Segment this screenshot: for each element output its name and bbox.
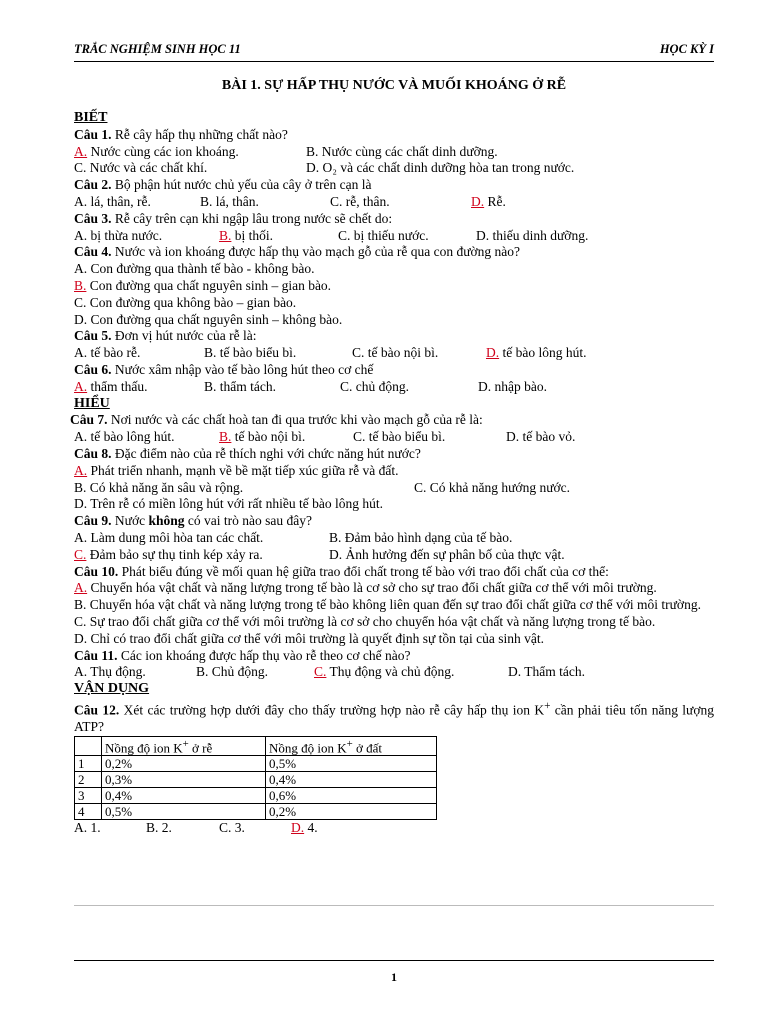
q12-option-c: C. 3.: [219, 820, 245, 836]
q10-text: Phát biểu đúng về mối quan hệ giữa trao đổi chất trong tế bào với trao đổi chất của cơ thể:: [118, 563, 609, 579]
q9-option-a: A. Làm dung môi hòa tan các chất.: [74, 529, 264, 545]
q10-option-d: D. Chỉ có trao đổi chất giữa cơ thể với môi trường là quyết định sự tồn tại của sinh vật.: [74, 630, 545, 646]
q7-label: Câu 7.: [70, 412, 108, 428]
table-row: 4 0,5% 0,2%: [75, 804, 437, 820]
question-10: [74, 564, 714, 581]
q10-option-b: B. Chuyển hóa vật chất và năng lượng trong tế bào không liên quan đến sự trao đổi chất giữa cơ thể với môi trường.: [74, 597, 701, 613]
q12-answer-key: D.: [291, 820, 305, 836]
q1-label: Câu 1.: [74, 126, 112, 142]
q11-option-a: A. Thụ động.: [74, 664, 146, 680]
q5-option-c: C. tế bào nội bì.: [352, 345, 439, 361]
question-1: [74, 127, 714, 144]
table-header-blank: [75, 736, 102, 755]
q8-option-b: B. Có khả năng ăn sâu và rộng.: [74, 479, 244, 495]
q9-text-bold: không: [148, 513, 185, 529]
q3-text: Rễ cây trên cạn khi ngập lâu trong nước sẽ chết do:: [111, 210, 393, 226]
q4-option-d: D. Con đường qua chất nguyên sinh – không bào.: [74, 311, 343, 327]
header-left: TRẮC NGHIỆM SINH HỌC 11: [74, 42, 241, 56]
question-5: [74, 328, 714, 345]
q2-option-c: C. rễ, thân.: [330, 193, 390, 209]
q7-option-d: D. tế bào vỏ.: [506, 429, 576, 445]
question-4: [74, 244, 714, 261]
q11-option-c: Thụ động và chủ động.: [326, 664, 455, 680]
q9-option-c: Đảm bảo sự thụ tinh kép xảy ra.: [86, 546, 263, 562]
q2-options: [74, 194, 714, 211]
q4-label: Câu 4.: [74, 244, 112, 260]
footer-rule: [74, 960, 714, 961]
q2-text: Bộ phận hút nước chủ yếu của cây ở trên cạn là: [111, 177, 372, 193]
q12-option-d: 4.: [304, 820, 318, 836]
q12-label: Câu 12.: [74, 702, 120, 718]
question-8: [74, 446, 714, 463]
question-12: [74, 698, 714, 736]
q7-answer-key: B.: [219, 429, 232, 445]
question-body: [70, 110, 715, 837]
q6-option-c: C. chủ động.: [340, 378, 409, 394]
page-header: [74, 42, 714, 60]
table-row: 3 0,4% 0,6%: [75, 788, 437, 804]
q6-options: [74, 379, 714, 396]
q11-option-b: B. Chủ động.: [196, 664, 269, 680]
q1-options-cd: [74, 160, 714, 177]
content-end-rule: [74, 905, 714, 906]
q4-text: Nước và ion khoáng được hấp thụ vào mạch gỗ của rễ qua con đường nào?: [111, 244, 521, 260]
q10-option-c: C. Sự trao đổi chất giữa cơ thể với môi trường là cơ sở cho chuyển hóa vật chất và năng lượng trong tế bào.: [74, 613, 656, 629]
q1-text: Rễ cây hấp thụ những chất nào?: [111, 126, 288, 142]
q9-text-post: có vai trò nào sau đây?: [184, 513, 312, 529]
q2-option-a: A. lá, thân, rễ.: [74, 193, 151, 209]
section-biet: BIẾT: [74, 110, 108, 125]
q10-answer-key: A.: [74, 580, 88, 596]
q9-text-pre: Nước: [111, 513, 149, 529]
q1-options-ab: [74, 144, 714, 161]
question-7: [70, 412, 714, 429]
q3-answer-key: B.: [219, 227, 232, 243]
table-header-soil: Nồng độ ion K+ ở đất: [266, 736, 437, 755]
q5-label: Câu 5.: [74, 328, 112, 344]
q7-option-a: A. tế bào lông hút.: [74, 429, 175, 445]
q11-options: [74, 664, 714, 681]
q3-label: Câu 3.: [74, 210, 112, 226]
q12-option-a: A. 1.: [74, 820, 101, 836]
q8-option-c: C. Có khả năng hướng nước.: [414, 479, 571, 495]
q1-answer-key: A.: [74, 143, 88, 159]
q6-option-a: thẩm thấu.: [87, 378, 148, 394]
q9-label: Câu 9.: [74, 513, 112, 529]
q4-option-b: Con đường qua chất nguyên sinh – gian bào.: [86, 277, 332, 293]
q7-option-c: C. tế bào biểu bì.: [353, 429, 446, 445]
q7-option-b: tế bào nội bì.: [231, 429, 306, 445]
q12-options: [74, 820, 714, 837]
q6-text: Nước xâm nhập vào tế bào lông hút theo cơ chế: [111, 361, 374, 377]
q9-option-d: D. Ảnh hưởng đến sự phân bố của thực vật.: [329, 546, 565, 562]
q3-option-b: bị thối.: [231, 227, 274, 243]
q9-option-b: B. Đảm bảo hình dạng của tế bào.: [329, 529, 513, 545]
q2-option-d: Rễ.: [484, 193, 506, 209]
table-row: 1 0,2% 0,5%: [75, 756, 437, 772]
q11-label: Câu 11.: [74, 647, 118, 663]
q8-option-d: D. Trên rễ có miền lông hút với rất nhiều tế bào lông hút.: [74, 496, 383, 512]
q4-answer-key: B.: [74, 277, 87, 293]
q11-answer-key: C.: [314, 664, 327, 680]
q12-sup: +: [544, 699, 551, 712]
q4-option-c: C. Con đường qua không bào – gian bào.: [74, 294, 297, 310]
q1-option-b: B. Nước cùng các chất dinh dưỡng.: [306, 143, 498, 159]
q10-option-a: Chuyển hóa vật chất và năng lượng trong tế bào là cơ sở cho sự trao đổi chất giữa cơ thể với môi trường.: [87, 580, 657, 596]
section-van-dung: VẬN DỤNG: [74, 681, 150, 697]
q5-option-a: A. tế bào rễ.: [74, 345, 141, 361]
q8-answer-key: A.: [74, 462, 88, 478]
q6-label: Câu 6.: [74, 361, 112, 377]
page-number: 1: [391, 970, 397, 984]
concentration-table: [74, 736, 437, 820]
q1-option-a: Nước cùng các ion khoáng.: [87, 143, 239, 159]
q6-answer-key: A.: [74, 378, 88, 394]
q6-option-b: B. thẩm tách.: [204, 378, 276, 394]
q5-answer-key: D.: [486, 345, 500, 361]
q5-option-d: tế bào lông hút.: [499, 345, 587, 361]
q7-options: [74, 429, 714, 446]
header-rule: [74, 61, 714, 62]
q7-text: Nơi nước và các chất hoà tan đi qua trước khi vào mạch gỗ của rễ là:: [107, 412, 483, 428]
q8-option-a: Phát triển nhanh, mạnh về bề mặt tiếp xúc giữa rễ và đất.: [87, 462, 399, 478]
q4-option-a: A. Con đường qua thành tế bào - không bào.: [74, 261, 315, 277]
q1-option-c: C. Nước và các chất khí.: [74, 160, 208, 176]
section-hieu: HIỂU: [74, 395, 110, 411]
q11-text: Các ion khoáng được hấp thụ vào rễ theo cơ chế nào?: [117, 647, 411, 663]
q9-answer-key: C.: [74, 546, 87, 562]
q3-option-c: C. bị thiếu nước.: [338, 227, 429, 243]
q10-label: Câu 10.: [74, 563, 119, 579]
question-2: [74, 177, 714, 194]
q2-option-b: B. lá, thân.: [200, 193, 259, 209]
q11-option-d: D. Thẩm tách.: [508, 664, 585, 680]
q5-options: [74, 345, 714, 362]
question-9: [74, 513, 714, 530]
q8-text: Đặc điểm nào của rễ thích nghi với chức năng hút nước?: [111, 445, 421, 461]
q9-options-cd: [74, 547, 714, 564]
question-11: [74, 648, 714, 665]
q2-answer-key: D.: [471, 193, 485, 209]
q8-options-bc: [74, 480, 714, 497]
q3-option-a: A. bị thừa nước.: [74, 227, 163, 243]
q12-text-post: cần phải tiêu tốn năng lượng ATP?: [74, 702, 715, 735]
page-title: BÀI 1. SỰ HẤP THỤ NƯỚC VÀ MUỐI KHOÁNG Ở RỄ: [221, 78, 567, 93]
q8-label: Câu 8.: [74, 445, 112, 461]
table-row: 2 0,3% 0,4%: [75, 772, 437, 788]
table-header-row: [75, 736, 437, 755]
question-3: [74, 211, 714, 228]
q1-option-d: D. O₂ và các chất dinh dưỡng hòa tan trong nước.: [306, 160, 575, 176]
q6-option-d: D. nhập bào.: [478, 378, 547, 394]
header-right: HỌC KỲ I: [659, 42, 714, 56]
q2-label: Câu 2.: [74, 177, 112, 193]
q5-text: Đơn vị hút nước của rễ là:: [111, 328, 257, 344]
question-6: [74, 362, 714, 379]
q3-option-d: D. thiếu dinh dưỡng.: [476, 227, 589, 243]
q5-option-b: B. tế bào biểu bì.: [204, 345, 297, 361]
q12-option-b: B. 2.: [146, 820, 172, 836]
q9-options-ab: [74, 530, 714, 547]
q3-options: [74, 228, 714, 245]
table-header-root: Nồng độ ion K+ ở rễ: [102, 736, 266, 755]
q12-text-pre: Xét các trường hợp dưới đây cho thấy trường hợp nào rễ cây hấp thụ ion K: [119, 702, 545, 718]
